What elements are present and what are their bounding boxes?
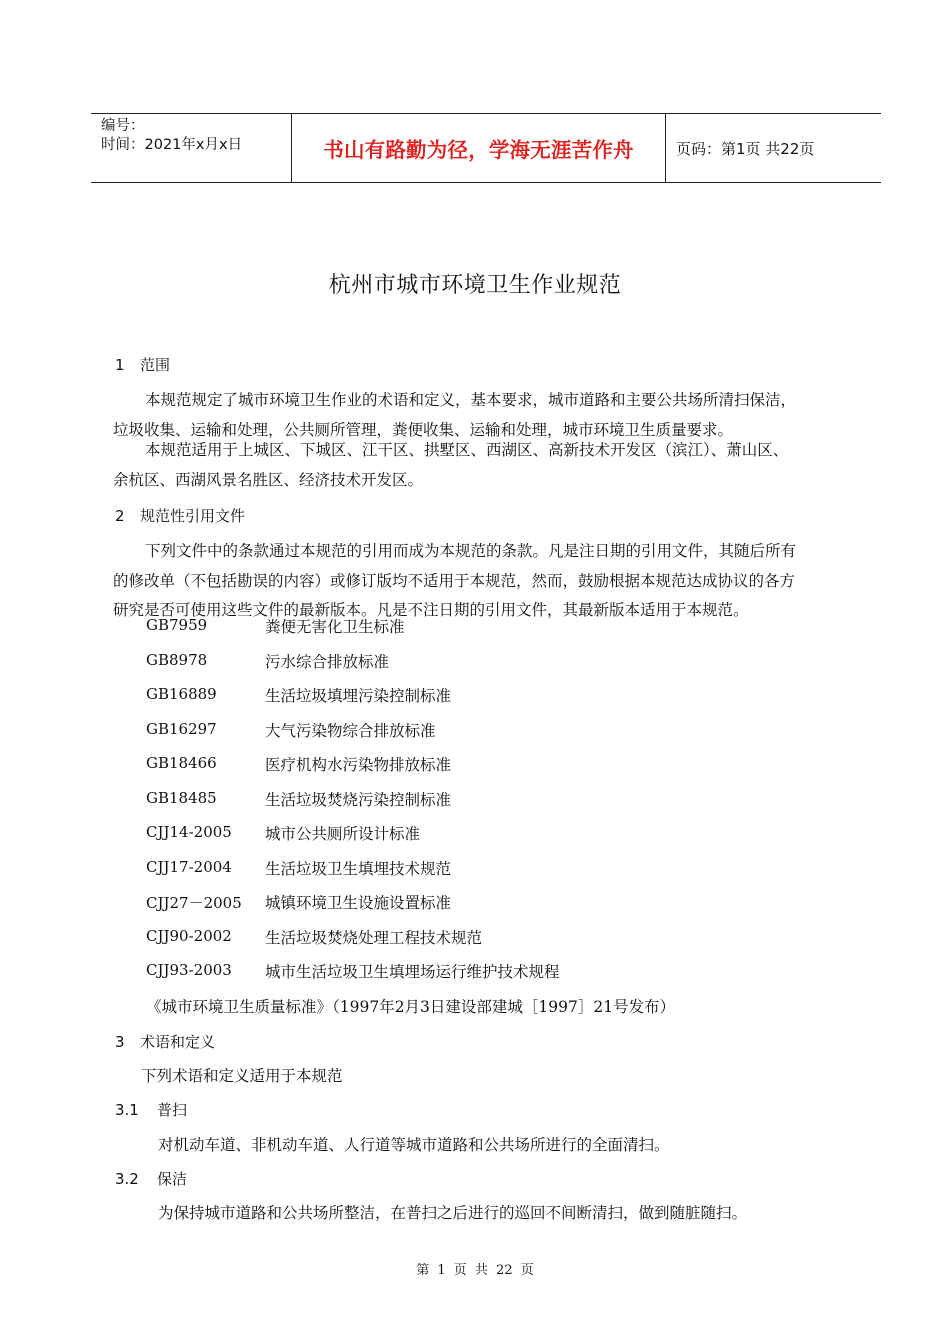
subsection-number: 3.1	[115, 1101, 139, 1119]
standard-code: CJJ14-2005	[146, 823, 232, 841]
document-time-label: 时间：2021年x月x日	[101, 137, 243, 153]
subsection-3-2-heading	[115, 1168, 187, 1189]
document-number-label: 编号：	[101, 118, 145, 134]
section-2-paragraph-1	[113, 537, 859, 626]
paragraph-line: 的修改单（不包括勘误的内容）或修订版均不适用于本规范，然而，鼓励根据本规范达成协议的各方	[113, 571, 796, 590]
standard-name: 城市生活垃圾卫生填埋场运行维护技术规程	[265, 963, 560, 981]
section-1-paragraph-2	[113, 436, 859, 495]
section-3-intro: 下列术语和定义适用于本规范	[141, 1067, 343, 1085]
standard-name: 大气污染物综合排放标准	[265, 722, 436, 740]
standard-code: GB7959	[146, 616, 208, 634]
standard-code: GB16889	[146, 685, 217, 703]
subsection-number: 3.2	[115, 1170, 139, 1188]
standard-code: GB8978	[146, 651, 208, 669]
standard-name: 医疗机构水污染物排放标准	[265, 756, 452, 774]
paragraph-line: 下列文件中的条款通过本规范的引用而成为本规范的条款。凡是注日期的引用文件，其随后所有	[145, 542, 797, 560]
section-number: 2	[115, 507, 125, 525]
section-number: 3	[115, 1033, 125, 1051]
standard-name: 生活垃圾填埋污染控制标准	[265, 687, 452, 705]
standard-name: 生活垃圾卫生填埋技术规范	[265, 860, 452, 878]
page-footer: 第 1 页 共 22 页	[416, 1263, 534, 1278]
subsection-3-1-heading	[115, 1099, 187, 1120]
section-number: 1	[115, 356, 125, 374]
standards-note: 《城市环境卫生质量标准》（1997年2月3日建设部建城［1997］21号发布）	[146, 998, 676, 1016]
standard-code: GB18466	[146, 754, 217, 772]
standard-name: 生活垃圾焚烧处理工程技术规范	[265, 929, 483, 947]
paragraph-line: 余杭区、西湖风景名胜区、经济技术开发区。	[113, 470, 424, 489]
paragraph-line: 研究是否可使用这些文件的最新版本。凡是不注日期的引用文件，其最新版本适用于本规范。	[113, 601, 749, 619]
section-3-heading	[115, 1031, 215, 1052]
paragraph-line: 本规范规定了城市环境卫生作业的术语和定义，基本要求，城市道路和主要公共场所清扫保洁，	[145, 391, 797, 409]
header-page-info: 页码：第1页 共22页	[676, 139, 815, 158]
subsection-title: 普扫	[157, 1101, 188, 1119]
section-title: 规范性引用文件	[140, 507, 246, 525]
standard-name: 粪便无害化卫生标准	[265, 618, 405, 636]
section-2-heading	[115, 505, 245, 526]
standard-name: 城市公共厕所设计标准	[265, 825, 421, 843]
standard-code: CJJ90-2002	[146, 927, 232, 945]
paragraph-line: 本规范适用于上城区、下城区、江干区、拱墅区、西湖区、高新技术开发区（滨江）、萧山区、	[145, 441, 789, 459]
standard-name: 污水综合排放标准	[265, 653, 390, 671]
section-title: 术语和定义	[140, 1033, 216, 1051]
header-meta-cell	[91, 114, 292, 182]
subsection-3-1-text: 对机动车道、非机动车道、人行道等城市道路和公共场所进行的全面清扫。	[158, 1136, 670, 1154]
standard-code: CJJ93-2003	[146, 961, 232, 979]
document-header	[91, 113, 881, 183]
section-title: 范围	[140, 356, 171, 374]
standard-code: GB18485	[146, 789, 217, 807]
standard-name: 生活垃圾焚烧污染控制标准	[265, 791, 452, 809]
standard-code: CJJ27－2005	[146, 894, 242, 912]
standard-name: 城镇环境卫生设施设置标准	[265, 894, 452, 912]
standard-code: CJJ17-2004	[146, 858, 232, 876]
header-motto: 书山有路勤为径，学海无涯苦作舟	[292, 114, 666, 182]
section-1-heading	[115, 354, 170, 375]
subsection-3-2-text: 为保持城市道路和公共场所整洁，在普扫之后进行的巡回不间断清扫，做到随脏随扫。	[158, 1204, 748, 1222]
document-title: 杭州市城市环境卫生作业规范	[328, 273, 622, 298]
paragraph-line: 垃圾收集、运输和处理，公共厕所管理，粪便收集、运输和处理，城市环境卫生质量要求。	[113, 420, 734, 439]
subsection-title: 保洁	[157, 1170, 188, 1188]
standard-code: GB16297	[146, 720, 217, 738]
